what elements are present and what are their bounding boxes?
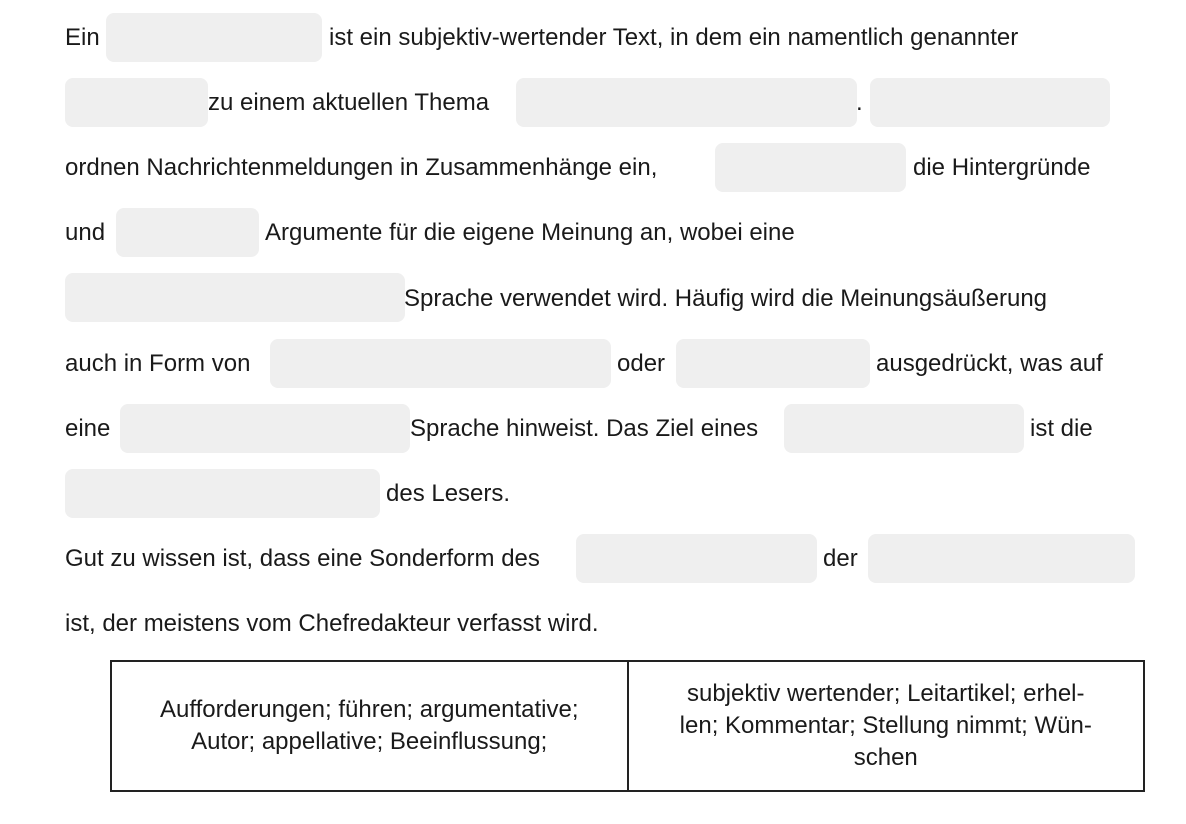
- word-bank-right-cell: [627, 662, 1144, 790]
- blank-5[interactable]: [715, 143, 906, 192]
- blank-14[interactable]: [868, 534, 1135, 583]
- text-line8: des Lesers.: [386, 480, 511, 507]
- word-bank-right-line: len; Kommentar; Stellung nimmt; Wün-: [679, 712, 1092, 739]
- blank-1[interactable]: [106, 13, 322, 62]
- blank-13[interactable]: [576, 534, 817, 583]
- text-line3-a: ordnen Nachrichtenmeldungen in Zusammenhänge ein,: [65, 154, 658, 181]
- word-bank-right-line: subjektiv wertender; Leitartikel; erhel-: [686, 680, 1085, 707]
- blank-8[interactable]: [270, 339, 611, 388]
- blank-6[interactable]: [116, 208, 259, 257]
- text-line6-a: auch in Form von: [65, 350, 251, 377]
- text-der: der: [823, 545, 858, 572]
- word-bank-left-line: Autor; appellative; Beeinflussung;: [191, 728, 548, 755]
- text-line5: Sprache verwendet wird. Häufig wird die Meinungsäußerung: [404, 285, 1048, 312]
- text-line10: ist, der meistens vom Chefredakteur verfasst wird.: [65, 610, 599, 637]
- text-oder: oder: [617, 350, 666, 377]
- text-line2-a: zu einem aktuellen Thema: [208, 89, 490, 116]
- word-bank-left-line: Aufforderungen; führen; argumentative;: [160, 696, 579, 723]
- text-ein: Ein: [65, 24, 100, 51]
- blank-3[interactable]: [516, 78, 857, 127]
- blank-11[interactable]: [784, 404, 1024, 453]
- text-line6-c: ausgedrückt, was auf: [876, 350, 1103, 377]
- text-line4-b: Argumente für die eigene Meinung an, wobei eine: [265, 219, 795, 246]
- text-line7-b: Sprache hinweist. Das Ziel eines: [410, 415, 759, 442]
- blank-10[interactable]: [120, 404, 410, 453]
- blank-2[interactable]: [65, 78, 208, 127]
- blank-12[interactable]: [65, 469, 380, 518]
- blank-4[interactable]: [870, 78, 1110, 127]
- text-line9-a: Gut zu wissen ist, dass eine Sonderform des: [65, 545, 540, 572]
- text-eine: eine: [65, 415, 111, 442]
- text-line1-rest: ist ein subjektiv-wertender Text, in dem ein namentlich genannter: [329, 24, 1019, 51]
- text-line7-c: ist die: [1030, 415, 1093, 442]
- text-line3-b: die Hintergründe: [913, 154, 1091, 181]
- blank-9[interactable]: [676, 339, 870, 388]
- word-bank-table: [110, 660, 1145, 792]
- text-period: .: [856, 89, 863, 116]
- blank-7[interactable]: [65, 273, 405, 322]
- word-bank-left-cell: [112, 662, 627, 790]
- word-bank-right-line: schen: [853, 744, 918, 771]
- text-und: und: [65, 219, 106, 246]
